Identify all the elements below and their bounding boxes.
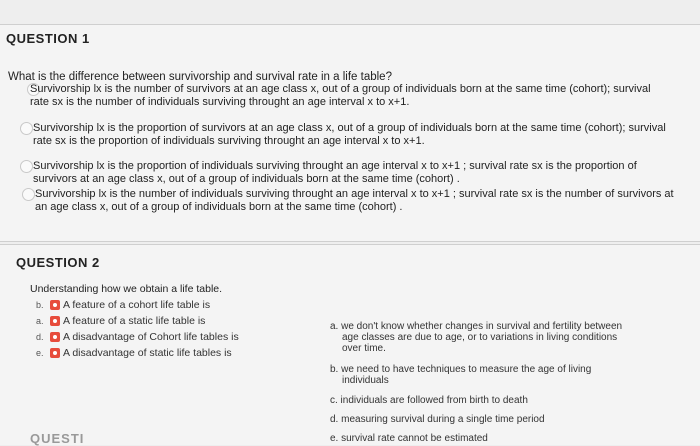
question-1-prompt: What is the difference between survivorship and survival rate in a life table? <box>8 71 392 83</box>
option-4-radio[interactable] <box>22 188 35 201</box>
incorrect-icon <box>50 348 60 358</box>
selected-answer[interactable]: a. <box>36 316 44 326</box>
option-3-line2: survivors at an age class x, out of a group of individuals born at the same time (cohort) . <box>33 173 460 185</box>
matching-item-text: A feature of a cohort life table is <box>63 299 211 311</box>
question-2-section <box>0 244 700 445</box>
selected-answer[interactable]: d. <box>36 332 44 342</box>
matching-item-2 <box>36 315 205 327</box>
matching-item-text: A disadvantage of Cohort life tables is <box>63 331 239 343</box>
option-2-line1: Survivorship lx is the proportion of survivors at an age class x, out of a group of individuals born at the same time (cohort); survival <box>33 122 666 134</box>
option-3-radio[interactable] <box>20 160 33 173</box>
selected-answer[interactable]: b. <box>36 300 44 310</box>
option-4-line1: Survivorship lx is the number of individuals surviving throught an age interval x to x+1 ; survival rate sx is the number of survivors at <box>35 188 674 200</box>
option-1-line2: rate sx is the number of individuals surviving throught an age interval x to x+1. <box>30 96 410 108</box>
answer-d: d. measuring survival during a single time period <box>330 414 545 425</box>
incorrect-icon <box>50 316 60 326</box>
answer-a-line3: over time. <box>342 343 386 354</box>
option-2-radio[interactable] <box>20 122 33 135</box>
answer-a-line1: a. we don't know whether changes in survival and fertility between <box>330 321 623 332</box>
answer-b-line2: individuals <box>342 375 389 386</box>
option-4-line2: an age class x, out of a group of individuals born at the same time (cohort) . <box>35 201 403 213</box>
option-3-line1: Survivorship lx is the proportion of individuals surviving throught an age interval x to x+1 ; survival rate sx is the proportion of <box>33 160 637 172</box>
question-1-section <box>0 24 700 242</box>
answer-a-line2: age classes are due to age, or to variations in living conditions <box>342 332 618 343</box>
option-2-line2: rate sx is the proportion of individuals surviving throught an age interval x to x+1. <box>33 135 425 147</box>
question-2-title: QUESTION 2 <box>16 255 100 270</box>
matching-item-3 <box>36 331 239 343</box>
question-2-prompt: Understanding how we obtain a life table. <box>30 283 223 295</box>
option-1-line1: Survivorship lx is the number of survivors at an age class x, out of a group of individuals born at the same time (cohort); survival <box>30 83 651 95</box>
next-question-title-cut: QUESTI <box>30 431 85 446</box>
incorrect-icon <box>50 332 60 342</box>
answer-c: c. individuals are followed from birth to death <box>330 395 528 406</box>
matching-item-text: A feature of a static life table is <box>63 315 206 327</box>
matching-item-1 <box>36 299 210 311</box>
matching-item-text: A disadvantage of static life tables is <box>63 347 232 359</box>
question-1-title: QUESTION 1 <box>6 31 90 46</box>
incorrect-icon <box>50 300 60 310</box>
matching-item-4 <box>36 347 232 359</box>
answer-b-line1: b. we need to have techniques to measure the age of living <box>330 364 592 375</box>
selected-answer[interactable]: e. <box>36 348 44 358</box>
answer-e: e. survival rate cannot be estimated <box>330 433 488 444</box>
